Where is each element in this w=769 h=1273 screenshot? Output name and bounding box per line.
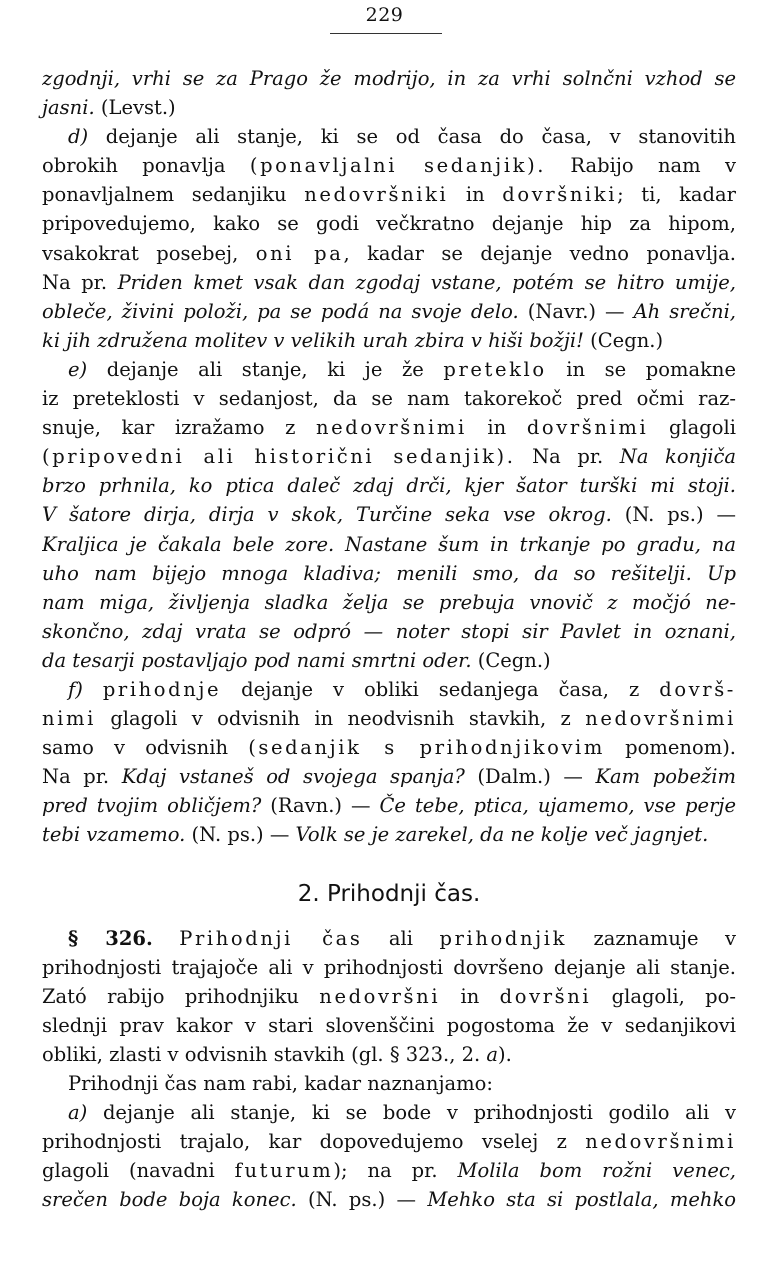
text-run: pomenom). bbox=[605, 736, 736, 760]
text-line bbox=[42, 151, 736, 180]
italic-text: Ah srečni, bbox=[633, 299, 736, 323]
text-line bbox=[42, 180, 736, 209]
italic-text: a bbox=[486, 1042, 499, 1066]
text-line bbox=[42, 559, 736, 588]
text-line bbox=[42, 297, 736, 326]
spaced-text: nedovršniki bbox=[304, 183, 449, 207]
italic-text: Kdaj vstaneš od svojega spanja? bbox=[121, 765, 465, 789]
text-line bbox=[42, 924, 736, 953]
text-run: snuje, kar izražamo z bbox=[42, 416, 316, 440]
text-line bbox=[42, 953, 736, 982]
italic-text: Če tebe, ptica, ujamemo, vse perje bbox=[379, 794, 736, 818]
text-run: obrokih ponavlja bbox=[42, 154, 250, 178]
text-line bbox=[42, 93, 736, 122]
italic-text: obleče, živini položi, pa se podá na svoje delo. bbox=[42, 299, 519, 323]
text-run: zaznamuje v bbox=[567, 926, 736, 950]
text-line bbox=[42, 675, 736, 704]
text-run: ponavljalnem sedanjiku bbox=[42, 183, 305, 207]
spaced-text: nedovršni bbox=[319, 984, 441, 1008]
text-run: in se pomakne bbox=[546, 357, 736, 381]
italic-text: skončno, zdaj vrata se odpró — noter stopi sir Pavlet in oznani, bbox=[42, 619, 736, 643]
italic-text: Kam pobežim bbox=[595, 765, 736, 789]
italic-text: tebi vzamemo. bbox=[42, 823, 186, 847]
text-line bbox=[42, 1127, 736, 1156]
spaced-text: dovršniki bbox=[502, 183, 618, 207]
spaced-text: (ponavljalni sedanjik). bbox=[249, 154, 547, 178]
italic-text: e) bbox=[68, 357, 88, 381]
text-line bbox=[42, 704, 736, 733]
italic-text: brzo prhnila, ko ptica daleč zdaj drči, kjer šator turški mi stoji. bbox=[42, 474, 736, 498]
text-line bbox=[42, 471, 736, 500]
text-run: prihodnjosti trajajoče ali v prihodnjosti dovršeno dejanje ali stanje. bbox=[42, 955, 736, 979]
text-line bbox=[42, 646, 736, 675]
text-line bbox=[42, 791, 736, 820]
text-line bbox=[42, 1185, 736, 1214]
text-run: Na pr. bbox=[42, 270, 118, 294]
text-run: Zató rabijo prihodnjiku bbox=[42, 984, 320, 1008]
text-line bbox=[42, 500, 736, 529]
text-run: Prihodnji čas nam rabi, kadar naznanjamo: bbox=[68, 1072, 493, 1095]
spaced-text: futurum bbox=[234, 1159, 334, 1183]
italic-text: d) bbox=[68, 125, 89, 149]
text-run: (N. ps.) — bbox=[296, 1188, 428, 1212]
text-run: glagoli bbox=[648, 416, 736, 440]
text-run: glagoli (navadni bbox=[42, 1159, 235, 1183]
italic-text: da tesarji postavljajo pod nami smrtni oder. bbox=[42, 648, 472, 672]
text-run: Rabijo nam v bbox=[546, 154, 736, 178]
text-line bbox=[42, 530, 736, 559]
text-line bbox=[42, 1040, 736, 1069]
text-line bbox=[42, 1098, 736, 1127]
text-line bbox=[42, 762, 736, 791]
spaced-text: dovrš- bbox=[659, 677, 736, 701]
text-run: (Cegn.) bbox=[471, 648, 551, 672]
text-run: ; ti, kadar bbox=[617, 183, 736, 207]
italic-text: a) bbox=[68, 1101, 88, 1125]
spaced-text: oni pa bbox=[255, 241, 344, 265]
spaced-text: preteklo bbox=[443, 357, 547, 381]
text-line bbox=[42, 64, 736, 93]
text-run: samo v odvisnih bbox=[42, 736, 249, 760]
text-run: ali bbox=[362, 926, 440, 950]
text-run bbox=[153, 927, 180, 950]
text-run: slednji prav kakor v stari slovenščini pogostoma že v sedanjikovi bbox=[42, 1013, 736, 1037]
spaced-text: (pripovedni ali historični sedanjik). bbox=[42, 445, 516, 469]
text-run: pripovedujemo, kako se godi večkratno dejanje hip za hipom, bbox=[42, 212, 736, 236]
spaced-text: Prihodnji čas bbox=[179, 926, 363, 950]
text-line bbox=[42, 617, 736, 646]
text-line bbox=[42, 355, 736, 384]
text-run: dejanje ali stanje, ki je že bbox=[87, 357, 444, 381]
italic-text: Mehko sta si postlala, mehko bbox=[427, 1188, 736, 1212]
page-number: 229 bbox=[365, 4, 404, 26]
text-run: in bbox=[448, 183, 503, 207]
spaced-text: (sedanjik s prihodnjikovim bbox=[248, 736, 605, 760]
italic-text: Kraljica je čakala bele zore. Nastane šum in trkanje po gradu, na bbox=[42, 532, 736, 556]
text-line bbox=[42, 413, 736, 442]
text-run: in bbox=[466, 416, 527, 440]
text-run: glagoli, po- bbox=[591, 984, 736, 1008]
text-run: iz preteklosti v sedanjost, da se nam takorekoč pred očmi raz- bbox=[42, 387, 736, 411]
text-run: (Dalm.) — bbox=[464, 765, 596, 789]
text-run: (N. ps.) — bbox=[611, 503, 736, 527]
italic-text: Priden kmet vsak dan zgodaj vstane, potém se hitro umije, bbox=[117, 270, 736, 294]
text-line bbox=[42, 733, 736, 762]
body-text bbox=[42, 64, 736, 1214]
italic-text: Molila bom rožni venec, bbox=[457, 1159, 736, 1183]
italic-text: srečen bode boja konec. bbox=[42, 1188, 297, 1212]
italic-text: jasni. bbox=[42, 96, 95, 120]
text-run: Na pr. bbox=[42, 765, 122, 789]
text-line bbox=[42, 384, 736, 413]
italic-text: zgodnji, vrhi se za Prago že modrijo, in za vrhi solnčni vzhod se bbox=[42, 67, 736, 90]
text-run: prihodnjosti trajalo, kar dopovedujemo vselej z bbox=[42, 1130, 586, 1154]
text-run: 2. Prihodnji čas. bbox=[297, 880, 481, 907]
text-run: ). bbox=[498, 1042, 512, 1066]
text-run: (N. ps.) — bbox=[185, 823, 296, 847]
text-run: (Cegn.) bbox=[583, 328, 664, 352]
spaced-text: dovršni bbox=[499, 984, 592, 1008]
spaced-text: nedovršnimi bbox=[585, 707, 736, 731]
spaced-text: nedovršnimi bbox=[585, 1130, 736, 1154]
spaced-text: prihodnjik bbox=[439, 926, 568, 950]
text-run: , kadar se dejanje vedno ponavlja. bbox=[343, 241, 736, 265]
text-run: dejanje ali stanje, ki se bode v prihodnjosti godilo ali v bbox=[87, 1101, 736, 1125]
text-run: in bbox=[440, 984, 500, 1008]
text-line bbox=[42, 239, 736, 268]
text-run: (Levst.) bbox=[94, 96, 176, 120]
text-line bbox=[42, 820, 736, 849]
spaced-text: dovršnimi bbox=[526, 416, 649, 440]
text-line bbox=[42, 982, 736, 1011]
text-run: (Ravn.) — bbox=[261, 794, 380, 818]
italic-text: nam miga, življenja sladka želja se prebuja vnovič z močjó ne- bbox=[42, 590, 736, 614]
italic-text: ki jih združena molitev v velikih urah zbira v hiši božji! bbox=[42, 328, 584, 352]
text-line bbox=[42, 209, 736, 238]
text-run: ); na pr. bbox=[333, 1159, 458, 1183]
spaced-text: nedovršnimi bbox=[316, 416, 467, 440]
italic-text: f) bbox=[68, 677, 83, 701]
text-run: obliki, zlasti v odvisnih stavkih (gl. § 323., 2. bbox=[42, 1042, 487, 1066]
text-line bbox=[42, 588, 736, 617]
text-run: Na pr. bbox=[515, 445, 620, 469]
italic-text: Volk se je zarekel, da ne kolje več jagnjet. bbox=[295, 823, 709, 847]
text-line bbox=[42, 122, 736, 151]
text-line bbox=[42, 442, 736, 471]
text-line bbox=[42, 1156, 736, 1185]
text-run: (Navr.) — bbox=[518, 299, 634, 323]
text-line bbox=[42, 1069, 736, 1098]
text-run bbox=[83, 678, 103, 701]
page-number-rule bbox=[330, 33, 442, 34]
italic-text: Na konjiča bbox=[619, 445, 736, 469]
text-run: dejanje ali stanje, ki se od časa do časa, v stanovitih bbox=[88, 125, 736, 149]
text-run: glagoli v odvisnih in neodvisnih stavkih, z bbox=[95, 707, 586, 731]
italic-text: V šatore dirja, dirja v skok, Turčine seka vse okrog. bbox=[42, 503, 612, 527]
italic-text: pred tvojim obličjem? bbox=[42, 794, 262, 818]
text-line bbox=[42, 326, 736, 355]
text-run: dejanje v obliki sedanjega časa, z bbox=[221, 677, 660, 701]
text-line bbox=[42, 1011, 736, 1040]
text-run: vsakokrat posebej, bbox=[42, 241, 256, 265]
spaced-text: nimi bbox=[42, 707, 96, 731]
bold-text: § 326. bbox=[68, 926, 153, 950]
section-heading bbox=[42, 856, 736, 914]
spaced-text: prihodnje bbox=[102, 677, 222, 701]
text-line bbox=[42, 268, 736, 297]
italic-text: uho nam bijejo mnoga kladiva; menili smo, da so rešitelji. Up bbox=[42, 561, 736, 585]
